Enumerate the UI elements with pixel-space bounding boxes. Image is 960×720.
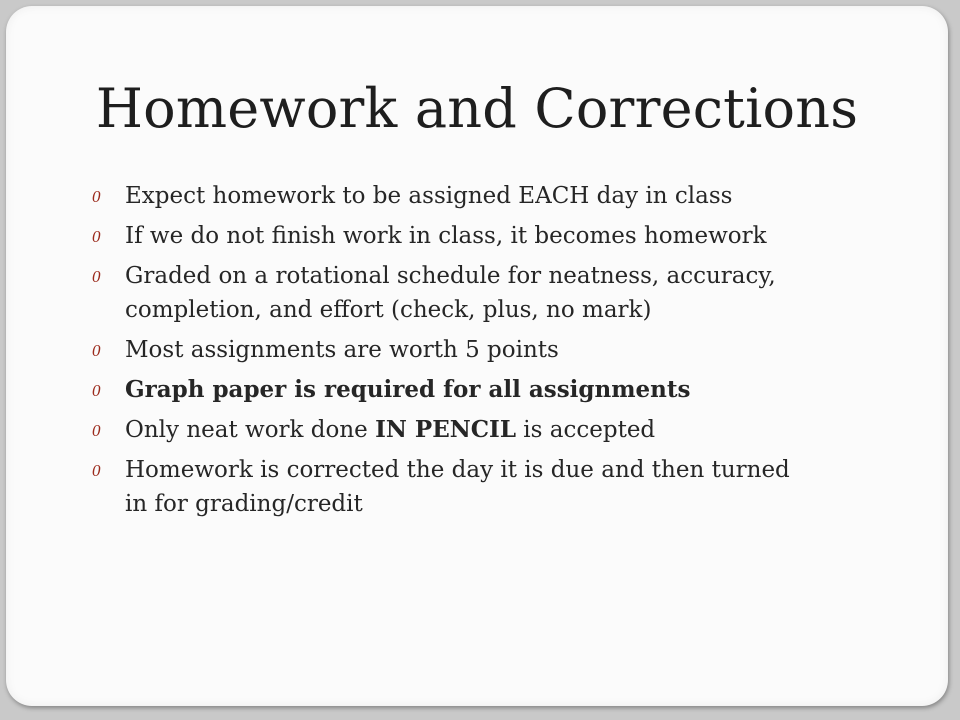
bullet-item	[92, 333, 812, 367]
bullet-marker-icon: 0	[92, 187, 101, 206]
bullet-marker-icon: 0	[92, 461, 101, 480]
bullet-marker-icon: 0	[92, 421, 101, 440]
bullet-list	[92, 179, 812, 527]
bullet-text-bold: Graph paper is required for all assignments	[125, 376, 691, 403]
bullet-item	[92, 413, 812, 447]
bullet-marker-icon: 0	[92, 267, 101, 286]
bullet-text: If we do not finish work in class, it becomes homework	[125, 223, 767, 249]
bullet-item	[92, 373, 812, 407]
slide	[6, 6, 948, 706]
bullet-text-emphasis: IN PENCIL	[375, 416, 516, 443]
slide-title: Homework and Corrections	[95, 77, 859, 140]
bullet-item	[92, 219, 812, 253]
bullet-marker-icon: 0	[92, 341, 101, 360]
bullet-item	[92, 259, 812, 327]
bullet-text-before: Only neat work done	[125, 417, 376, 443]
bullet-text: Expect homework to be assigned EACH day in class	[125, 183, 733, 209]
bullet-text: Most assignments are worth 5 points	[125, 337, 559, 363]
bullet-marker-icon: 0	[92, 227, 101, 246]
bullet-marker-icon: 0	[92, 381, 101, 400]
bullet-text: Graded on a rotational schedule for neatness, accuracy, completion, and effort (check, plus, no mark)	[125, 263, 776, 323]
bullet-item	[92, 453, 812, 521]
bullet-text-after: is accepted	[515, 417, 656, 443]
bullet-item	[92, 179, 812, 213]
bullet-text: Homework is corrected the day it is due and then turned in for grading/credit	[125, 457, 790, 517]
